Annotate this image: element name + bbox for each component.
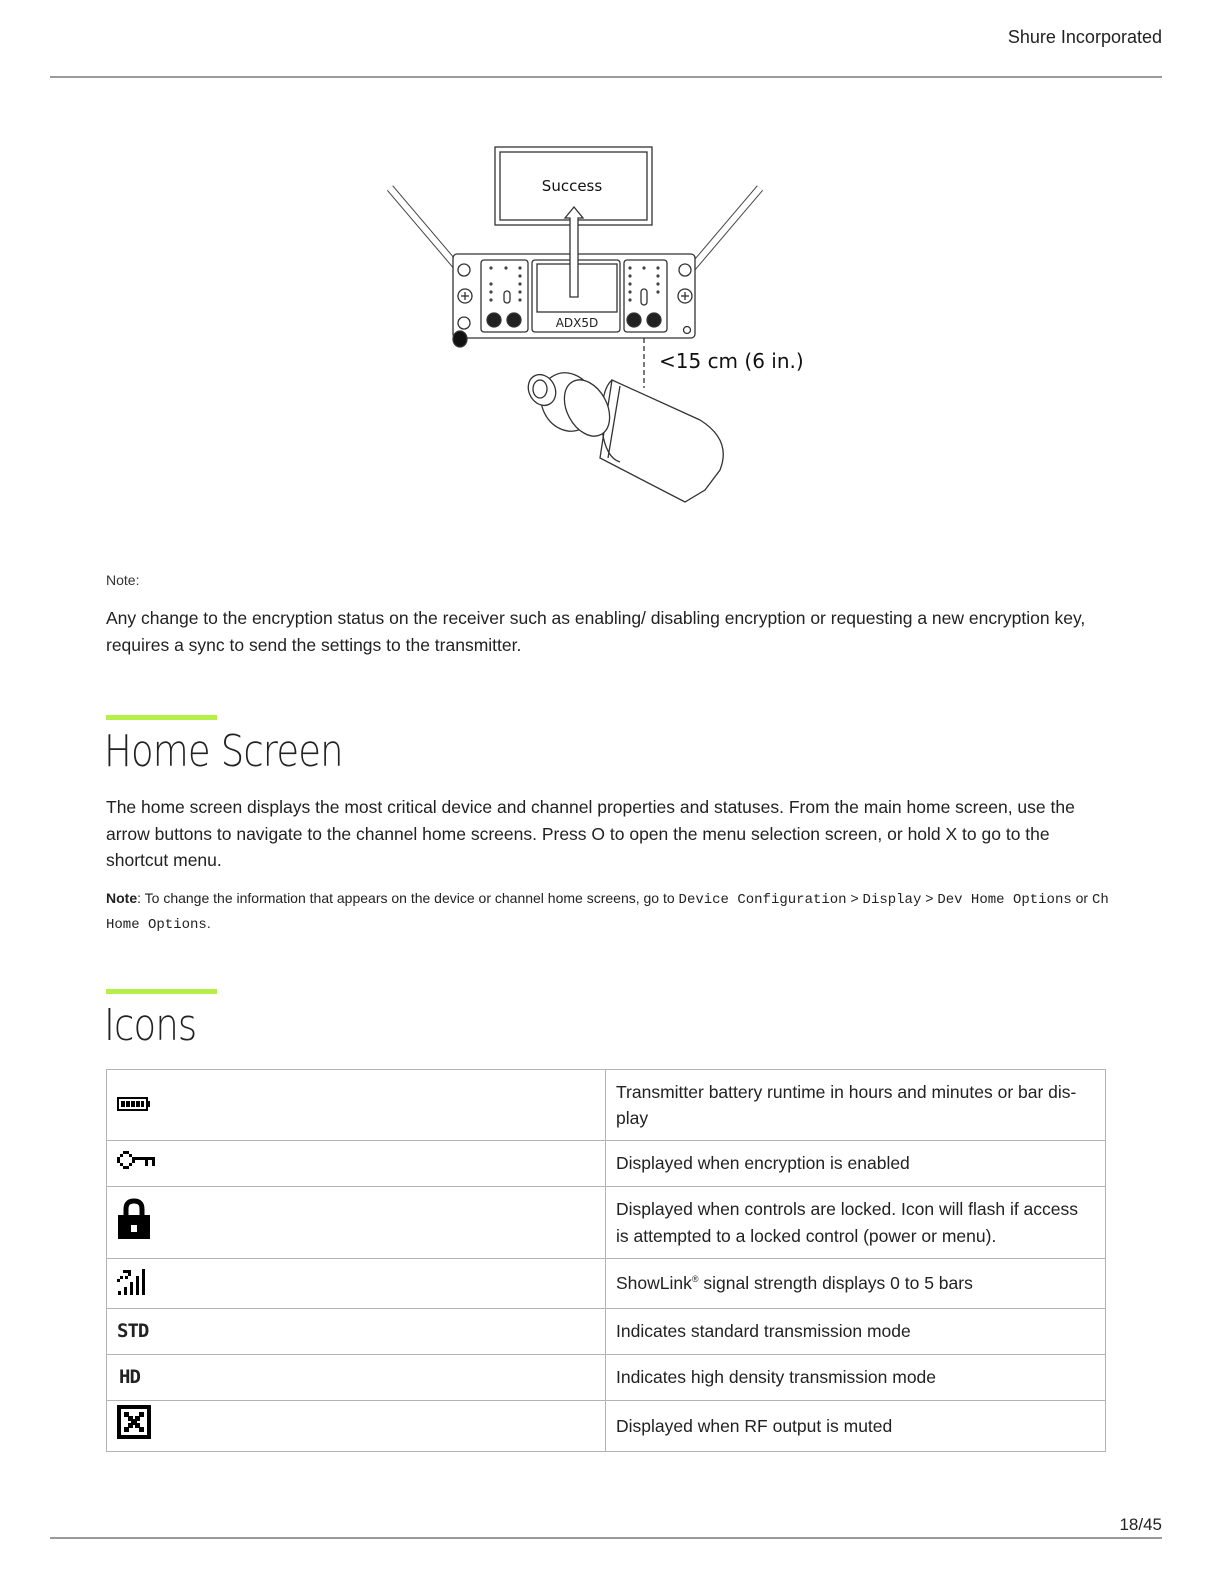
path-display: Display xyxy=(862,892,922,908)
std-icon: STD xyxy=(117,1320,149,1343)
rf-mute-description: Displayed when RF output is muted xyxy=(606,1401,1106,1452)
header-rule xyxy=(50,76,1162,78)
note-label: Note: xyxy=(106,572,140,588)
table-row xyxy=(107,1187,1106,1259)
hd-description: Indicates high density transmission mode xyxy=(606,1355,1106,1401)
device-label: ADX5D xyxy=(555,316,599,330)
table-row xyxy=(107,1259,1106,1309)
home-screen-note xyxy=(106,887,1111,937)
transmitter xyxy=(523,363,723,502)
battery-icon xyxy=(117,1097,151,1111)
path-dev-home-options: Dev Home Options xyxy=(937,892,1072,908)
signal-description xyxy=(606,1259,1106,1309)
home-screen-heading: Home Screen xyxy=(104,726,343,777)
path-device-configuration: Device Configuration xyxy=(678,892,847,908)
icons-heading: Icons xyxy=(104,1000,197,1051)
path-ch-home-options: Ch Home Options xyxy=(106,892,1109,933)
table-row xyxy=(107,1070,1106,1141)
signal-text: signal strength displays 0 to 5 bars xyxy=(698,1273,973,1294)
key-description: Displayed when encryption is enabled xyxy=(606,1141,1106,1187)
note-end: . xyxy=(206,915,211,931)
home-screen-body: The home screen displays the most critical device and channel properties and statuses. From the main home screen, use the arrow buttons to navigate to the channel home screens. Press O to open the menu selection screen, or hold X to go to the shortcut menu. xyxy=(106,797,1075,870)
key-icon xyxy=(117,1149,157,1171)
header-company: Shure Incorporated xyxy=(1007,27,1162,47)
note-text-part: : To change the information that appears on the device or channel home screens, go to xyxy=(137,890,679,906)
showlink-text: ShowLink xyxy=(616,1273,692,1294)
footer-rule xyxy=(50,1537,1162,1539)
lock-icon xyxy=(117,1198,151,1240)
icons-table xyxy=(106,1069,1106,1452)
path-separator: > xyxy=(921,890,938,906)
note-bold-label: Note xyxy=(106,890,138,906)
registered-mark: ® xyxy=(691,1274,699,1285)
icons-accent-bar xyxy=(106,989,217,994)
battery-description: Transmitter battery runtime in hours and minutes or bar dis-play xyxy=(606,1070,1106,1141)
path-separator: > xyxy=(846,890,863,906)
lock-description: Displayed when controls are locked. Icon will flash if access is attempted to a locked control (power or menu). xyxy=(606,1187,1106,1259)
table-row xyxy=(107,1141,1106,1187)
table-row xyxy=(107,1355,1106,1401)
popup-success-text: Success xyxy=(541,177,603,195)
page-number: 18/45 xyxy=(1119,1515,1162,1534)
table-row xyxy=(107,1401,1106,1452)
distance-label: <15 cm (6 in.) xyxy=(659,349,804,373)
or-text: or xyxy=(1071,890,1092,906)
signal-strength-icon xyxy=(117,1264,149,1296)
rf-mute-icon xyxy=(117,1405,151,1439)
table-row xyxy=(107,1309,1106,1355)
note-text: Any change to the encryption status on the receiver such as enabling/ disabling encryption or requesting a new encryption key, requires a sync to send the settings to the transmitter. xyxy=(106,608,1086,655)
std-description: Indicates standard transmission mode xyxy=(606,1309,1106,1355)
sync-illustration xyxy=(380,140,840,510)
home-screen-accent-bar xyxy=(106,715,217,720)
hd-icon: HD xyxy=(119,1366,140,1389)
